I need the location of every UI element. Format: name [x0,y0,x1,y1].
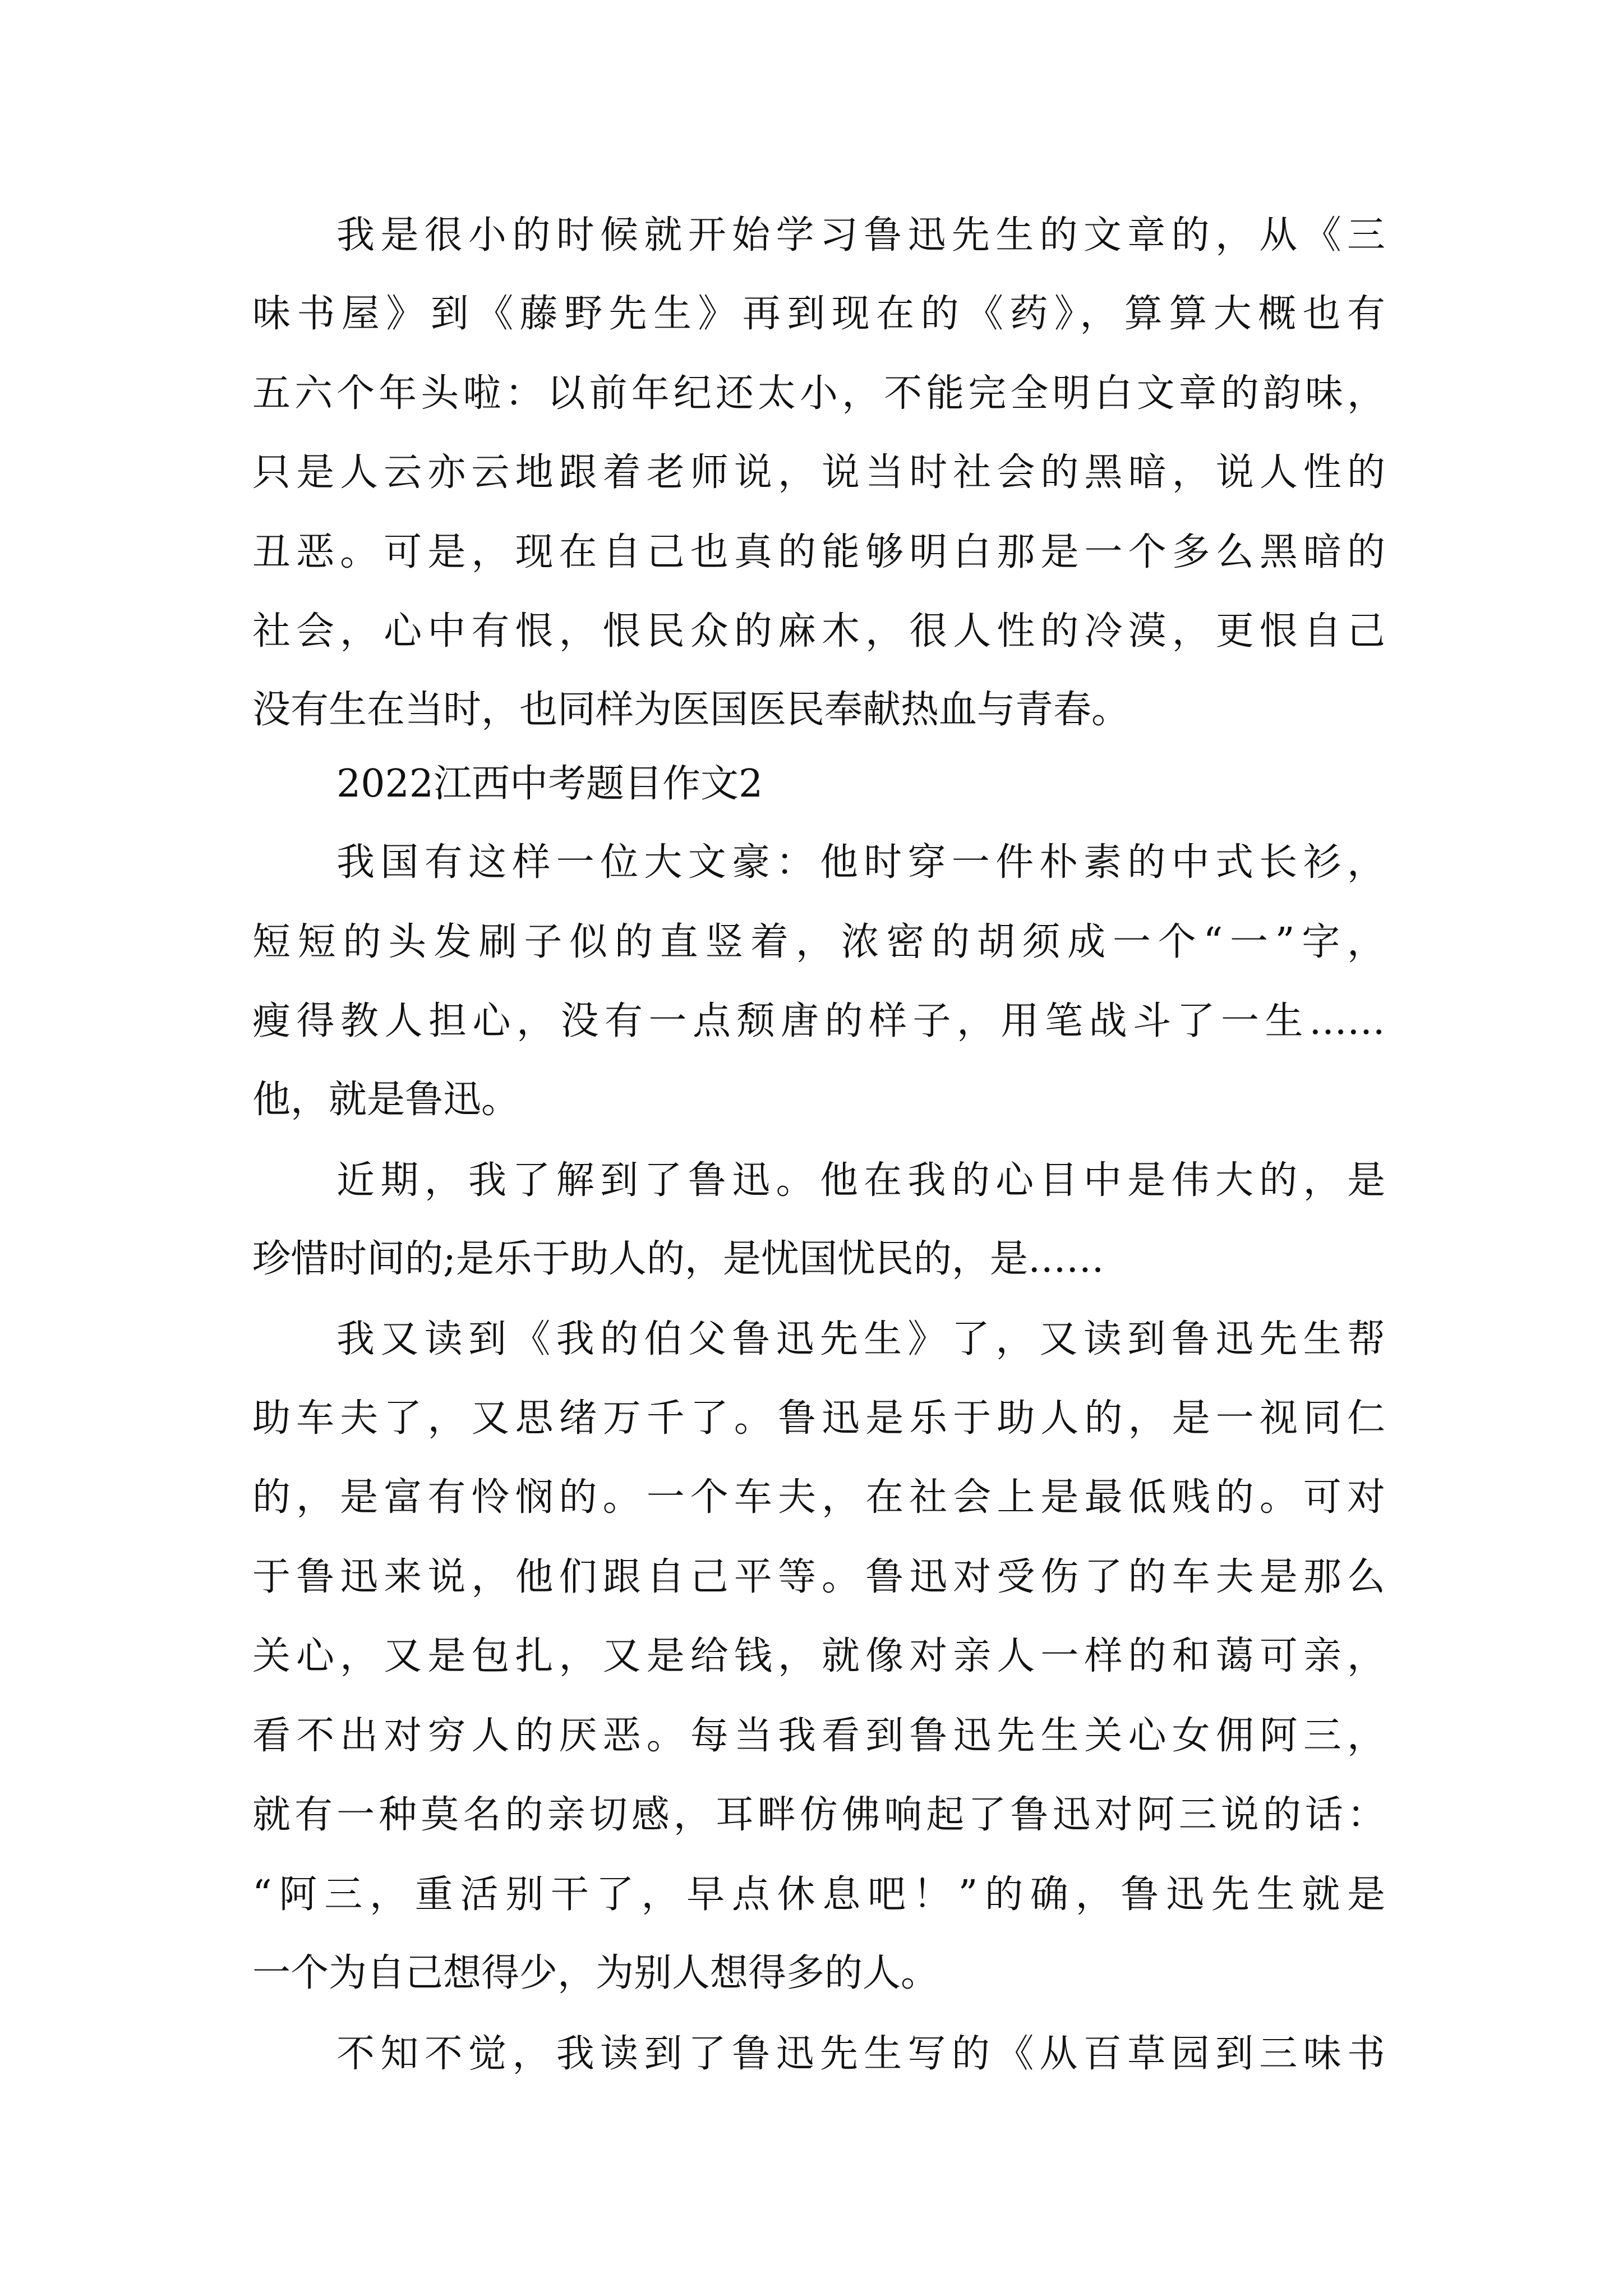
text-line: 丑恶。可是，现在自己也真的能够明白那是一个多么黑暗的 [252,530,1385,574]
text-line: 于鲁迅来说，他们跟自己平等。鲁迅对受伤了的车夫是那么 [252,1555,1385,1599]
text-line: 只是人云亦云地跟着老师说，说当时社会的黑暗，说人性的 [252,450,1385,495]
text-line: 瘦得教人担心，没有一点颓唐的样子，用笔战斗了一生…… [252,999,1385,1043]
text-line: 五六个年头啦：以前年纪还太小，不能完全明白文章的韵味， [252,371,1385,416]
text-line: “阿三，重活别干了，早点休息吧！”的确，鲁迅先生就是 [252,1872,1385,1917]
text-line: 我又读到《我的伯父鲁迅先生》了，又读到鲁迅先生帮 [336,1317,1385,1361]
text-line: 就有一种莫名的亲切感，耳畔仿佛响起了鲁迅对阿三说的话： [252,1793,1385,1837]
text-line: 的，是富有怜悯的。一个车夫，在社会上是最低贱的。可对 [252,1475,1385,1520]
text-line: 我是很小的时候就开始学习鲁迅先生的文章的，从《三 [336,213,1385,257]
section-heading: 2022江西中考题目作文2 [336,762,763,806]
text-line: 看不出对穷人的厌恶。每当我看到鲁迅先生关心女佣阿三， [252,1714,1385,1758]
text-line: 近期，我了解到了鲁迅。他在我的心目中是伟大的，是 [336,1158,1385,1203]
text-line: 短短的头发刷子似的直竖着，浓密的胡须成一个“一”字， [252,920,1385,964]
text-line: 不知不觉，我读到了鲁迅先生写的《从百草园到三味书 [336,2032,1385,2076]
text-line: 关心，又是包扎，又是给钱，就像对亲人一样的和蔼可亲， [252,1634,1385,1678]
text-line: 味书屋》到《藤野先生》再到现在的《药》，算算大概也有 [252,292,1385,336]
text-line: 我国有这样一位大文豪：他时穿一件朴素的中式长衫， [336,840,1385,885]
text-line: 珍惜时间的;是乐于助人的，是忧国忧民的，是…… [252,1237,1104,1281]
text-line: 助车夫了，又思绪万千了。鲁迅是乐于助人的，是一视同仁 [252,1396,1385,1441]
text-line: 没有生在当时，也同样为医国医民奉献热血与青春。 [252,688,1130,732]
text-line: 他，就是鲁迅。 [252,1078,520,1122]
text-line: 一个为自己想得少，为别人想得多的人。 [252,1951,939,1995]
text-line: 社会，心中有恨，恨民众的麻木，很人性的冷漠，更恨自己 [252,609,1385,654]
